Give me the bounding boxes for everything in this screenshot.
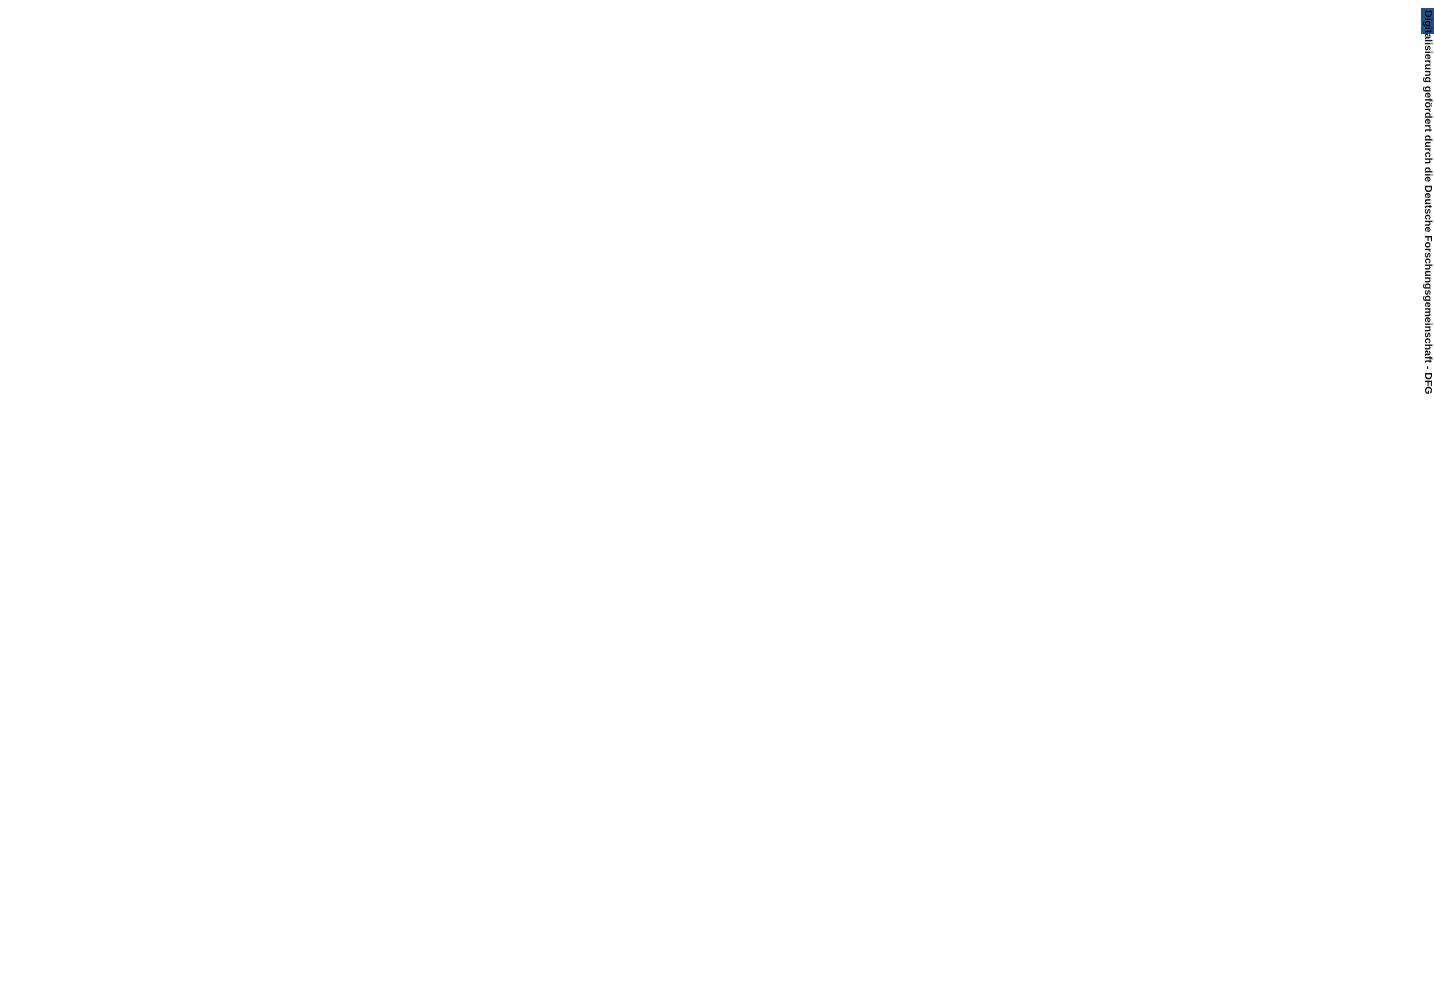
side-note-text: Digitalisierung gefördert durch die Deutsche Forschungsgemeinschaft - DFG <box>1422 10 1434 395</box>
side-note <box>1422 10 1434 700</box>
